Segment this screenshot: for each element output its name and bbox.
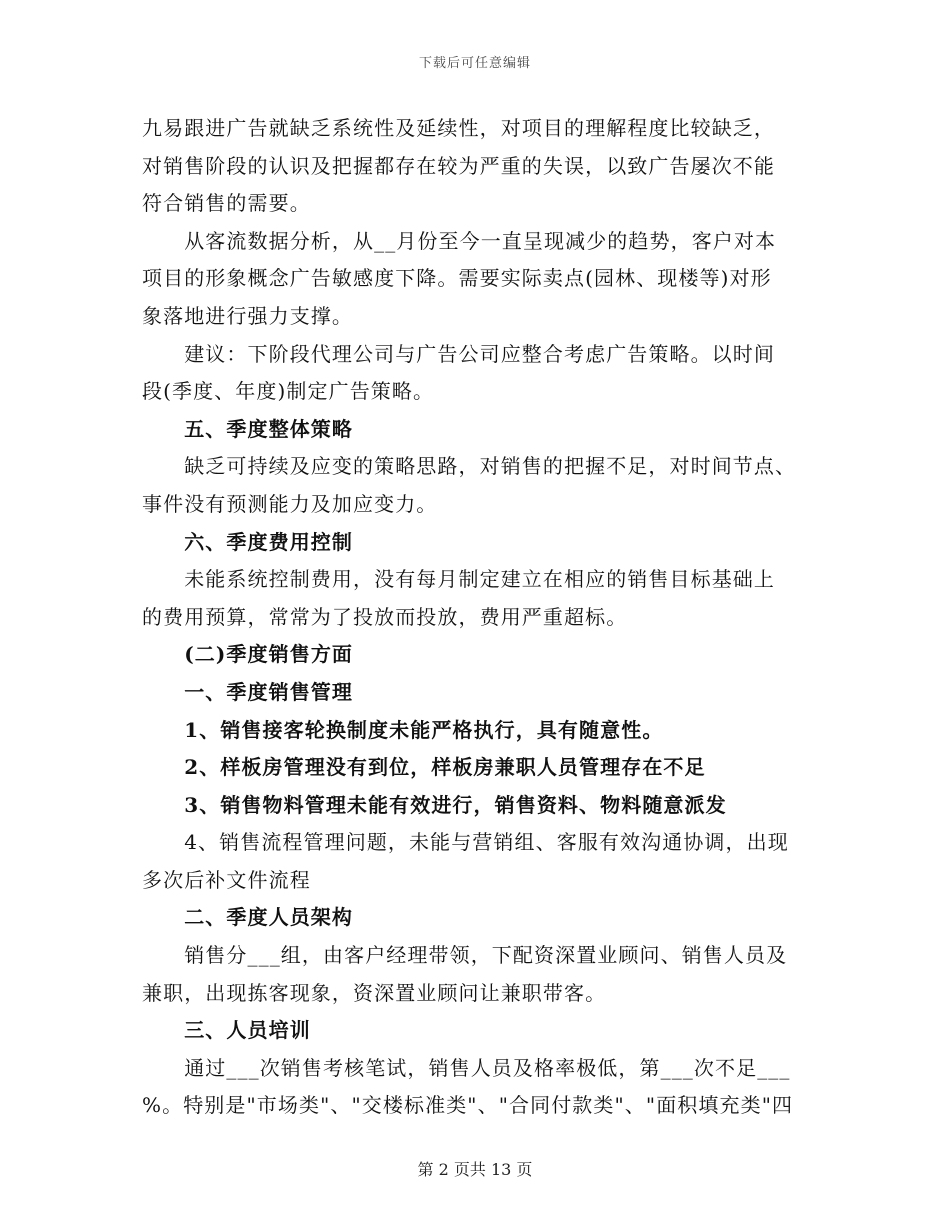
body-text-line: 缺乏可持续及应变的策略思路，对销售的把握不足，对时间节点、 [142,454,797,479]
section-heading-line: 1、销售接客轮换制度未能严格执行，具有随意性。 [142,717,664,742]
section-heading-line: 六、季度费用控制 [142,529,353,554]
body-text-line: 从客流数据分析，从__月份至今一直呈现减少的趋势，客户对本 [142,228,777,253]
document-body [142,110,814,1125]
section-heading-line: 3、销售物料管理未能有效进行，销售资料、物料随意派发 [142,792,727,817]
page-header: 下载后可任意编辑 [418,56,531,71]
body-text-line: 4、销售流程管理问题，未能与营销组、客服有效沟通协调，出现 [142,830,789,855]
body-text-line: 多次后补文件流程 [142,867,311,892]
section-heading-line: 2、样板房管理没有到位，样板房兼职人员管理存在不足 [142,755,706,780]
body-text-line: %。特别是"市场类"、"交楼标准类"、"合同付款类"、"面积填充类"四 [142,1093,794,1118]
body-text-line: 销售分___组，由客户经理带领，下配资深置业顾问、销售人员及 [142,943,788,968]
section-heading-line: 二、季度人员架构 [142,905,353,930]
section-heading-line: 一、季度销售管理 [142,679,353,704]
body-text-line: 对销售阶段的认识及把握都存在较为严重的失误，以致广告屡次不能 [142,153,775,178]
body-text-line: 符合销售的需要。 [142,191,311,216]
body-text-line: 段(季度、年度)制定广告策略。 [142,379,435,404]
body-text-line: 未能系统控制费用，没有每月制定建立在相应的销售目标基础上 [142,567,775,592]
body-text-line: 通过___次销售考核笔试，销售人员及格率极低，第___次不足___ [142,1055,791,1080]
section-heading-line: 三、人员培训 [142,1018,311,1043]
page-footer: 第 2 页共 13 页 [417,1160,533,1179]
body-text-line: 事件没有预测能力及加应变力。 [142,491,438,516]
body-text-line: 建议：下阶段代理公司与广告公司应整合考虑广告策略。以时间 [142,341,775,366]
body-text-line: 的费用预算，常常为了投放而投放，费用严重超标。 [142,604,628,629]
section-heading-line: (二)季度销售方面 [142,642,354,667]
body-text-line: 兼职，出现拣客现象，资深置业顾问让兼职带客。 [142,980,607,1005]
body-text-line: 项目的形象概念广告敏感度下降。需要实际卖点(园林、现楼等)对形 [142,266,772,291]
section-heading-line: 五、季度整体策略 [142,416,353,441]
body-text-line: 九易跟进广告就缺乏系统性及延续性，对项目的理解程度比较缺乏， [142,116,775,140]
body-text-line: 象落地进行强力支撑。 [142,303,353,328]
